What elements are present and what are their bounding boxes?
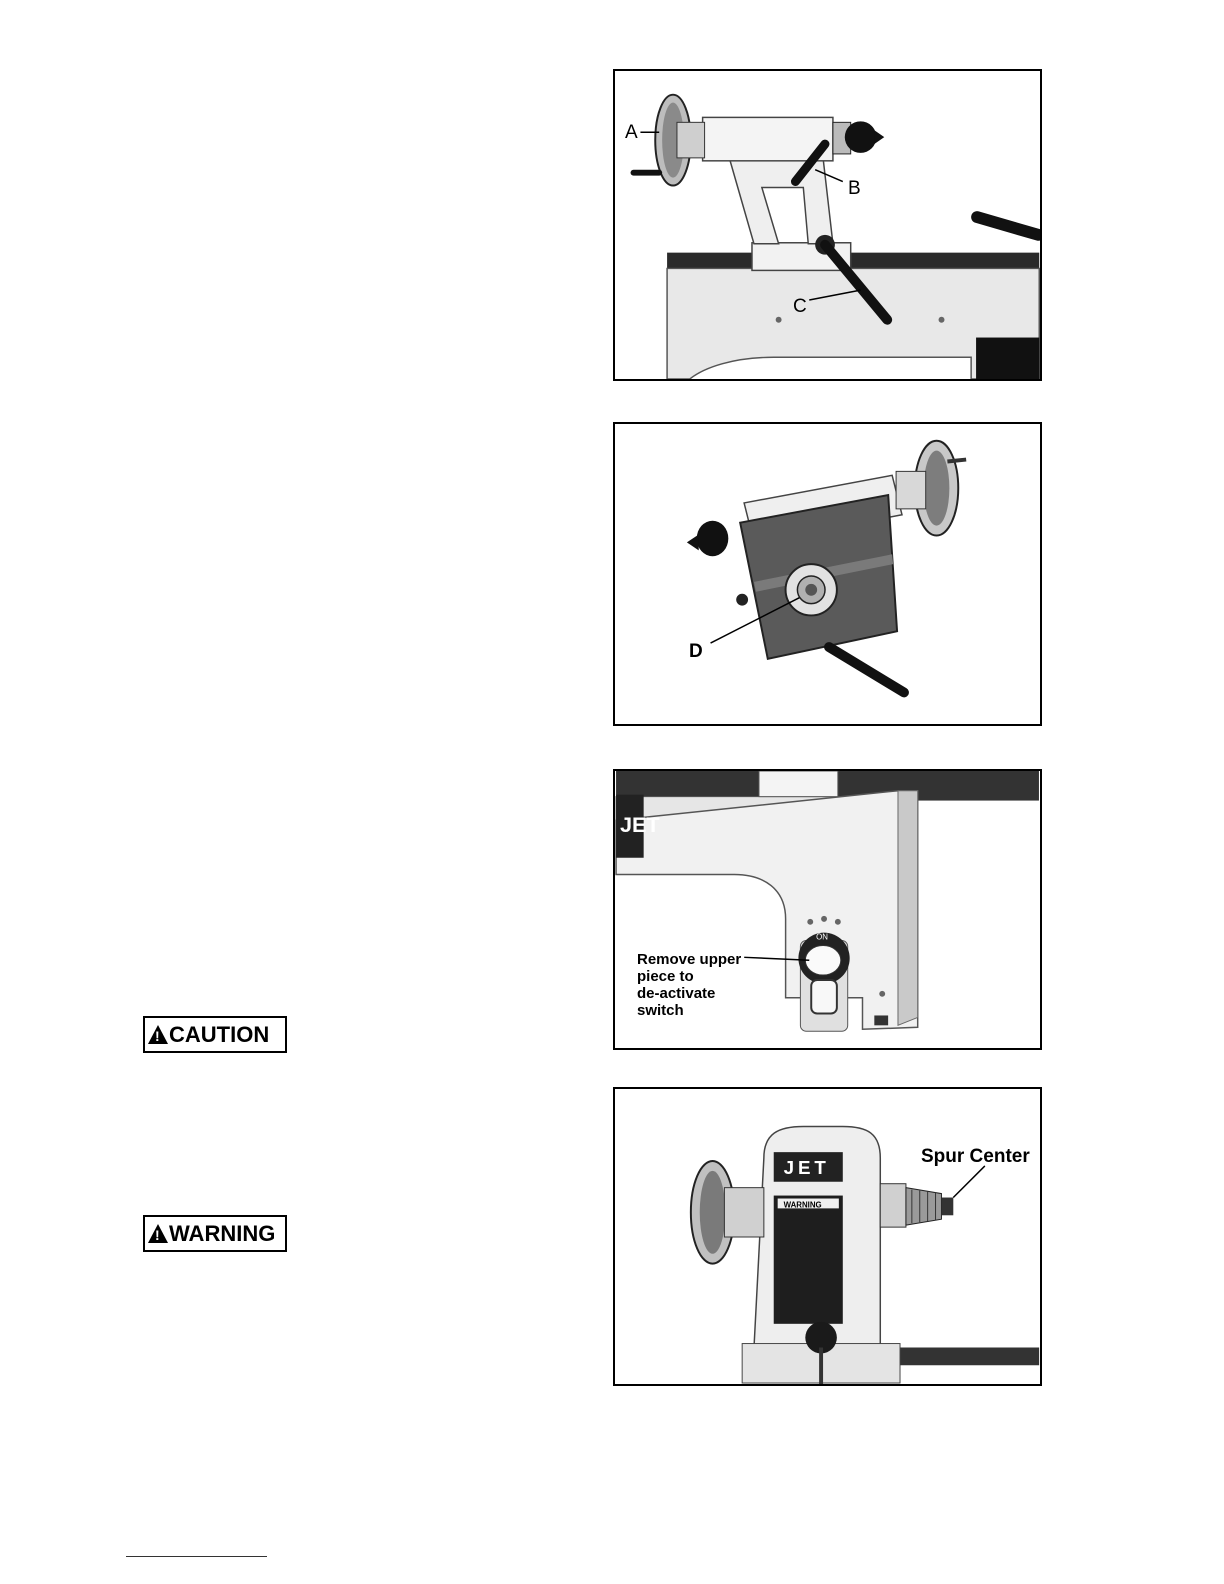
callout-d: D — [689, 641, 703, 662]
figure-tailstock-bottom — [613, 422, 1042, 726]
caution-triangle-icon — [148, 1025, 168, 1044]
caution-badge — [143, 1016, 287, 1053]
figure-headstock — [613, 1087, 1042, 1386]
tailstock-photo — [615, 71, 1040, 379]
figure-switch — [613, 769, 1042, 1050]
headstock-photo — [615, 1089, 1040, 1384]
caution-label: CAUTION — [169, 1021, 270, 1047]
callout-a: A — [625, 122, 638, 143]
warning-label: WARNING — [169, 1220, 276, 1246]
switch-callout — [637, 951, 741, 1019]
figure-tailstock — [613, 69, 1042, 381]
switch-callout-line-2: piece to — [637, 968, 694, 985]
callout-c: C — [793, 296, 807, 317]
spur-center-callout: Spur Center — [921, 1146, 1030, 1167]
switch-callout-line-4: switch — [637, 1002, 684, 1019]
switch-on-text: ON — [816, 932, 828, 942]
warning-plate-text: WARNING — [783, 1200, 822, 1210]
switch-callout-line-3: de-activate — [637, 985, 716, 1002]
warning-triangle-icon — [148, 1224, 168, 1243]
switch-callout-line-1: Remove upper — [637, 951, 742, 968]
warning-badge — [143, 1215, 287, 1252]
switch-brand-logo: JET — [619, 812, 660, 838]
tailstock-bottom-photo — [615, 424, 1040, 724]
callout-b: B — [848, 178, 861, 199]
headstock-brand-logo: JET — [783, 1156, 830, 1178]
footer-rule — [126, 1556, 267, 1557]
